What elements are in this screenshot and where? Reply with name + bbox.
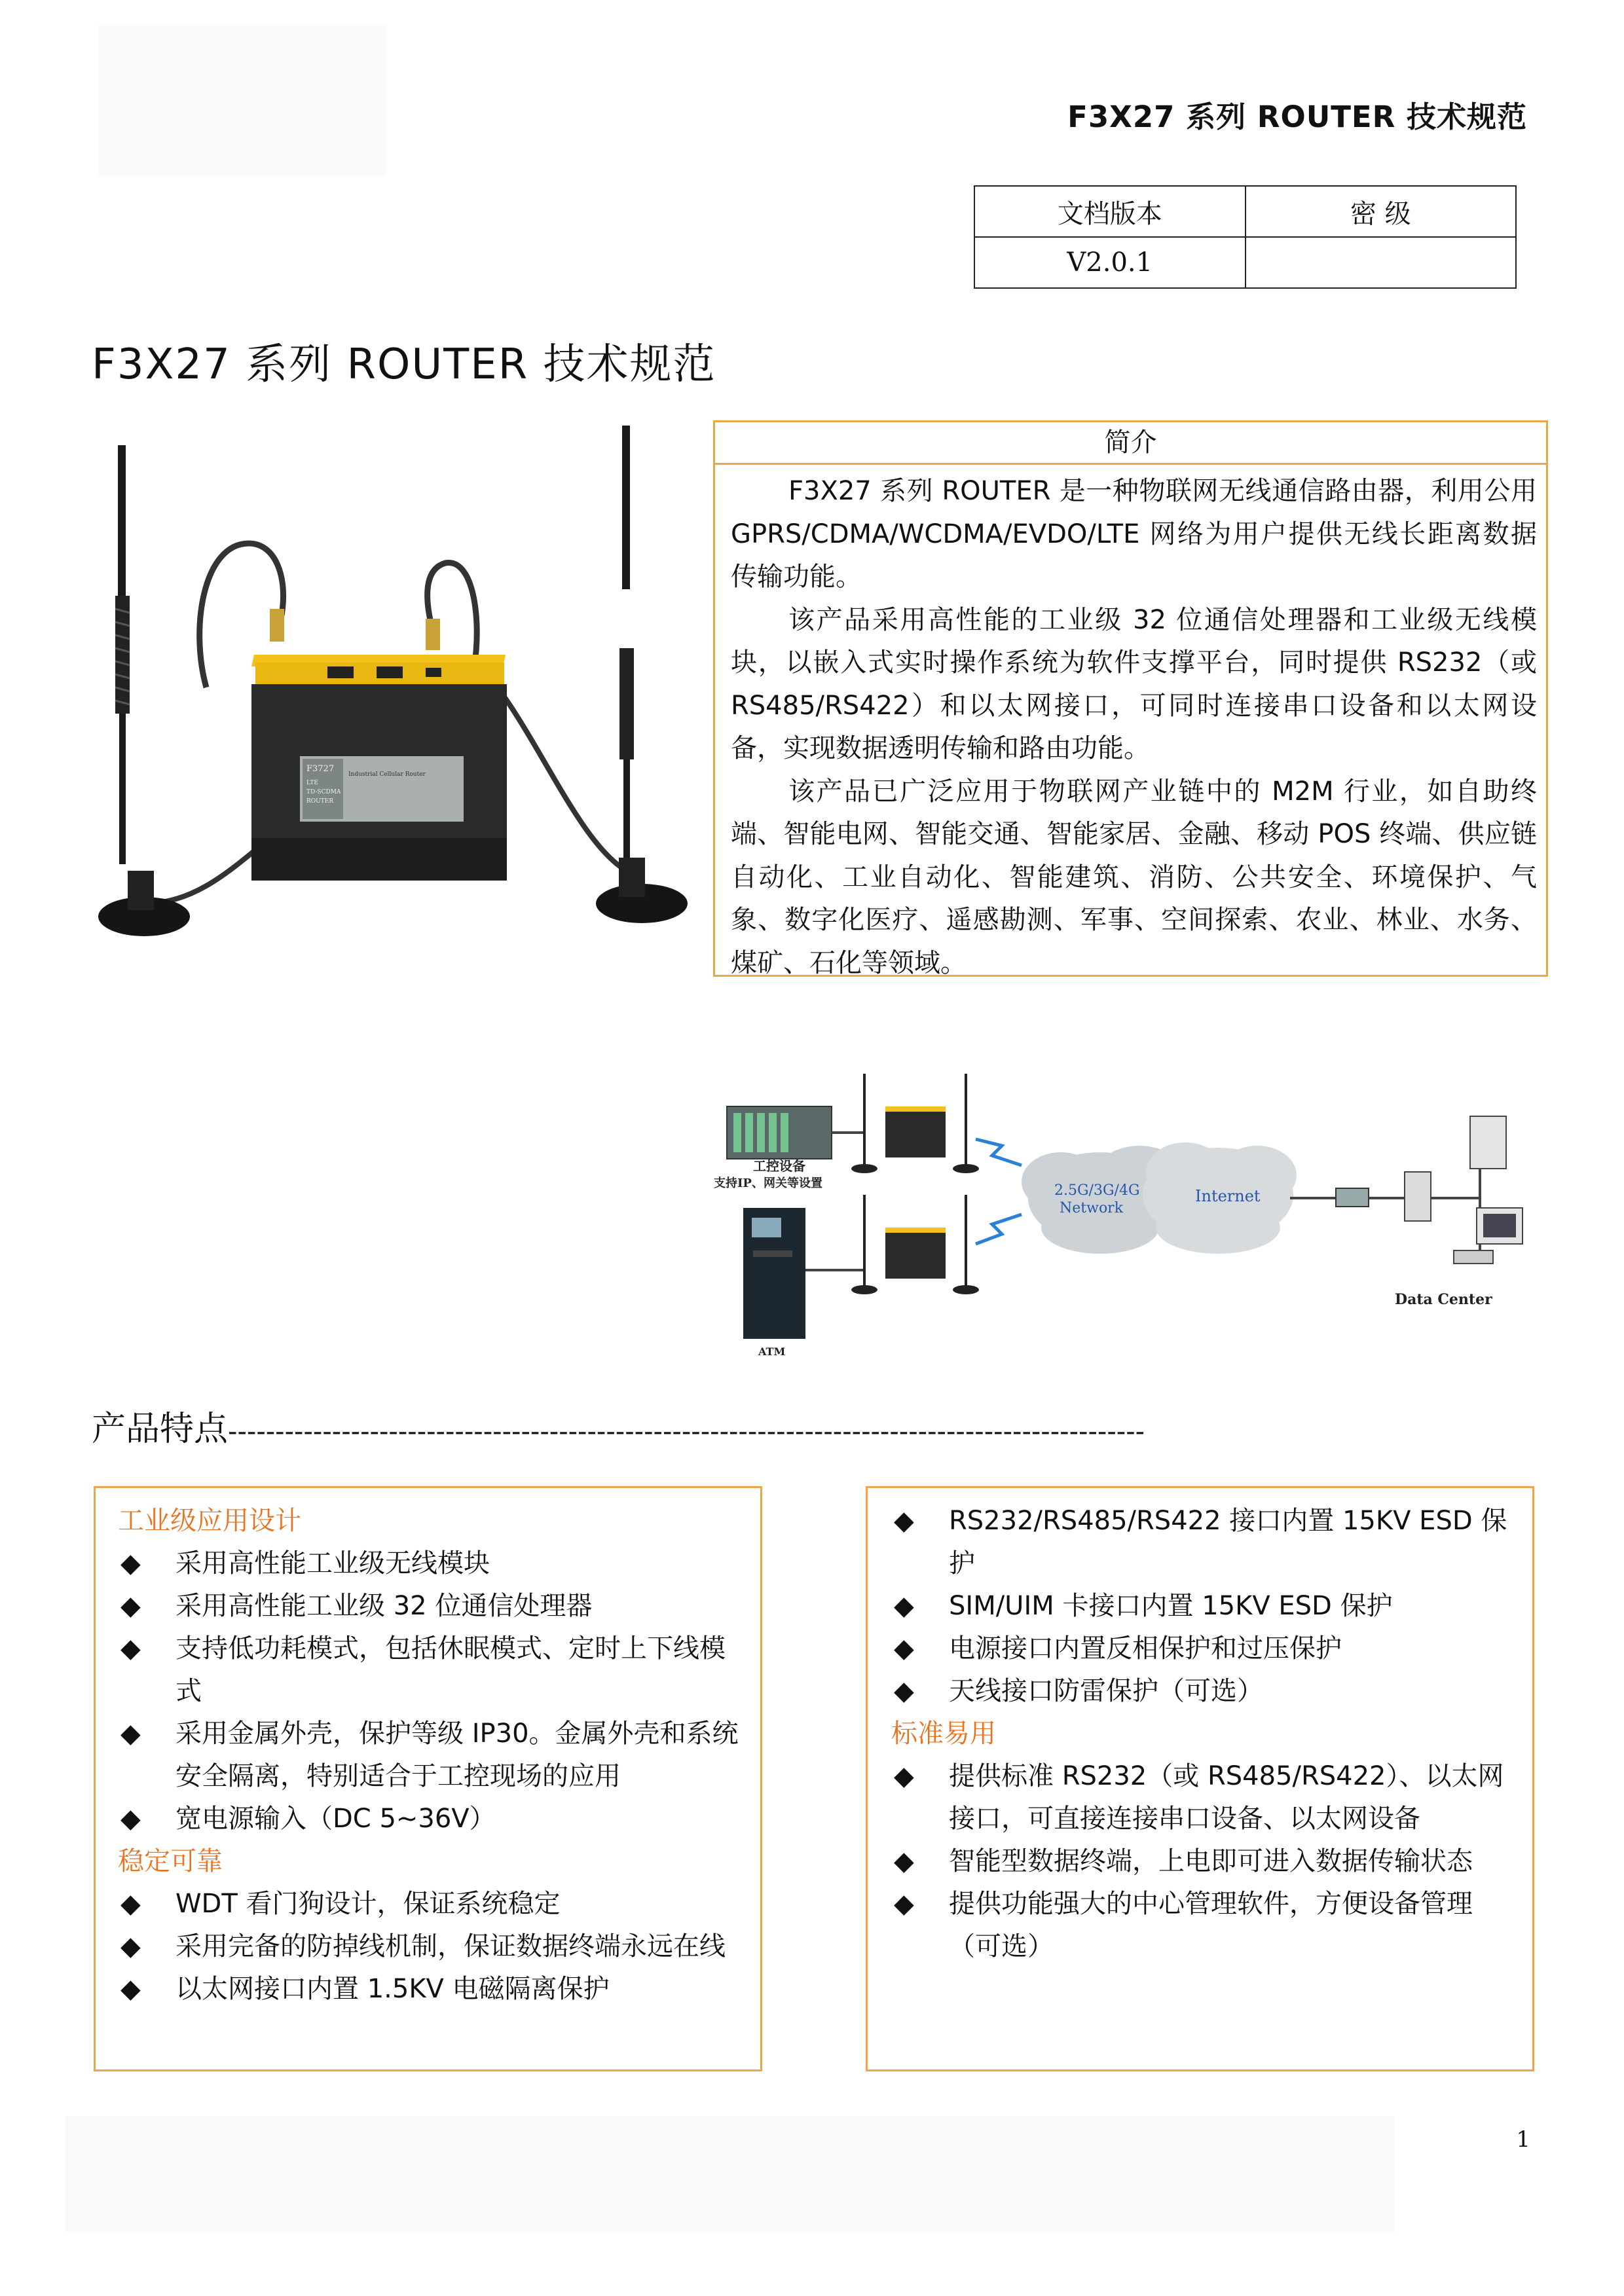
diamond-bullet-icon: ◆ [120,1591,141,1621]
ethernet-port-1 [327,666,354,678]
list-item: ◆ WDT 看门狗设计，保证系统稳定 [118,1883,745,1925]
wireless-signal-icon-2 [976,1214,1022,1244]
page-number: 1 [1516,2126,1530,2153]
diamond-bullet-icon: ◆ [120,1974,141,2004]
list-item: ◆ 天线接口防雷保护（可选） [891,1670,1517,1713]
list-item: ◆ 提供标准 RS232（或 RS485/RS422）、以太网接口，可直接连接串口设备、以太网设备 [891,1755,1517,1840]
network-label-2: Network [1060,1200,1124,1216]
section-heading-reliable: 稳定可靠 [118,1846,223,1876]
list-item: ◆ 以太网接口内置 1.5KV 电磁隔离保护 [118,1968,745,2011]
power-port [426,668,441,677]
data-center-label: Data Center [1395,1291,1492,1308]
internet-label: Internet [1195,1187,1261,1205]
section-heading-easy-use: 标准易用 [891,1719,996,1749]
diamond-bullet-icon: ◆ [120,1889,141,1919]
footer-placeholder [65,2116,1395,2232]
diamond-bullet-icon: ◆ [120,1804,141,1834]
header-logo-placeholder [98,25,386,175]
intro-paragraph-1: F3X27 系列 ROUTER 是一种物联网无线通信路由器，利用公用 GPRS/CDMA/WCDMA/EVDO/LTE 网络为用户提供无线长距离数据传输功能。 [731,476,1537,592]
antenna-stem-left [119,714,126,864]
intro-paragraph-3: 该产品已广泛应用于物联网产业链中的 M2M 行业，如自助终端、智能电网、智能交通、智能家居、金融、移动 POS 终端、供应链自动化、工业自动化、智能建筑、消防、公共安全、环境保护、气象、数字化医疗、遥感勘测、军事、空间探索、农业、林业、水务、煤矿、石化等领域。 [731,776,1537,978]
sma-connector-left [270,609,284,642]
router-bottom-plate [251,838,507,881]
industrial-equipment-icon [727,1106,832,1159]
list-item: ◆ 采用完备的防掉线机制，保证数据终端永远在线 [118,1925,745,1968]
antenna-rod-right [622,426,630,589]
section-heading-industrial: 工业级应用设计 [118,1506,301,1536]
diamond-bullet-icon: ◆ [120,1719,141,1749]
intro-box [713,420,1548,977]
ethernet-port-2 [377,666,403,678]
list-item: ◆ 提供功能强大的中心管理软件，方便设备管理（可选） [891,1883,1517,1968]
document-title: F3X27 系列 ROUTER 技术规范 [92,340,716,389]
list-item: ◆ 电源接口内置反相保护和过压保护 [891,1628,1517,1670]
diamond-bullet-icon: ◆ [120,1633,141,1664]
antenna-stem-right [623,759,630,864]
industrial-equipment-label: 工控设备 [753,1158,805,1174]
intro-paragraph-2: 该产品采用高性能的工业级 32 位通信处理器和工业级无线模块，以嵌入式实时操作系统为软件支撑平台，同时提供 RS232（或 RS485/RS422）和以太网接口，可同时连接串口设备和以太网设备，实现数据透明传输和路由功能。 [731,604,1537,763]
antenna-coil-right [619,648,634,759]
router-icon-1 [885,1106,946,1157]
features-title-text: 产品特点 [92,1410,229,1449]
wireless-signal-icon-1 [976,1139,1022,1165]
router-label-line1: LTE [306,780,318,786]
keyboard-icon [1454,1250,1493,1264]
list-item: ◆ RS232/RS485/RS422 接口内置 15KV ESD 保护 [891,1500,1517,1585]
intro-heading: 简介 [715,422,1546,465]
antenna-coil-left [115,596,130,714]
list-item: ◆ SIM/UIM 卡接口内置 15KV ESD 保护 [891,1585,1517,1628]
router-label-right: Industrial Cellular Router [348,771,426,778]
antenna-foot-left [128,871,154,910]
list-item: ◆ 支持低功耗模式，包括休眠模式、定时上下线模式 [118,1628,745,1713]
running-header: F3X27 系列 ROUTER 技术规范 [1067,100,1527,134]
diamond-bullet-icon: ◆ [894,1761,914,1791]
router-label-model: F3727 [306,764,335,774]
network-label-1: 2.5G/3G/4G [1054,1182,1140,1199]
switch-icon [1336,1188,1369,1207]
router-label-line3: ROUTER [306,798,334,805]
list-item: ◆ 宽电源输入（DC 5~36V） [118,1798,745,1840]
diamond-bullet-icon: ◆ [894,1633,914,1664]
diamond-bullet-icon: ◆ [894,1846,914,1876]
list-item: ◆ 采用高性能工业级 32 位通信处理器 [118,1585,745,1628]
router-product-image [92,419,694,956]
router-icon-2 [885,1228,946,1279]
diamond-bullet-icon: ◆ [120,1548,141,1578]
network-diagram [707,1061,1559,1368]
diamond-bullet-icon: ◆ [894,1506,914,1536]
list-item: ◆ 采用金属外壳，保护等级 IP30。金属外壳和系统安全隔离，特别适合于工控现场的应用 [118,1713,745,1798]
intro-body [715,465,1546,985]
features-box-left [94,1486,762,2071]
router-label-line2: TD-SCDMA [306,789,341,795]
antenna-foot-right [619,858,645,897]
list-item: ◆ 采用高性能工业级无线模块 [118,1542,745,1585]
secrecy-value [1246,237,1517,288]
diamond-bullet-icon: ◆ [894,1591,914,1621]
list-item: ◆ 智能型数据终端，上电即可进入数据传输状态 [891,1840,1517,1883]
features-title [92,1401,1145,1450]
atm-label: ATM [758,1345,786,1358]
sma-connector-right [426,619,440,650]
version-table-header-secrecy: 密 级 [1246,186,1517,237]
diamond-bullet-icon: ◆ [894,1889,914,1919]
features-title-dashes: ------------------------------------------------------------------------------------------------- [228,1417,1145,1447]
diamond-bullet-icon: ◆ [120,1931,141,1961]
features-box-right [866,1486,1534,2071]
industrial-equipment-sublabel: 支持IP、网关等设置 [714,1176,822,1190]
diamond-bullet-icon: ◆ [894,1676,914,1706]
base-cable-left [144,845,262,903]
server-icon [1470,1116,1506,1169]
version-table [974,185,1517,289]
version-value: V2.0.1 [974,237,1246,288]
version-table-header-version: 文档版本 [974,186,1246,237]
antenna-rod-left [118,445,126,596]
firewall-icon [1405,1172,1431,1221]
